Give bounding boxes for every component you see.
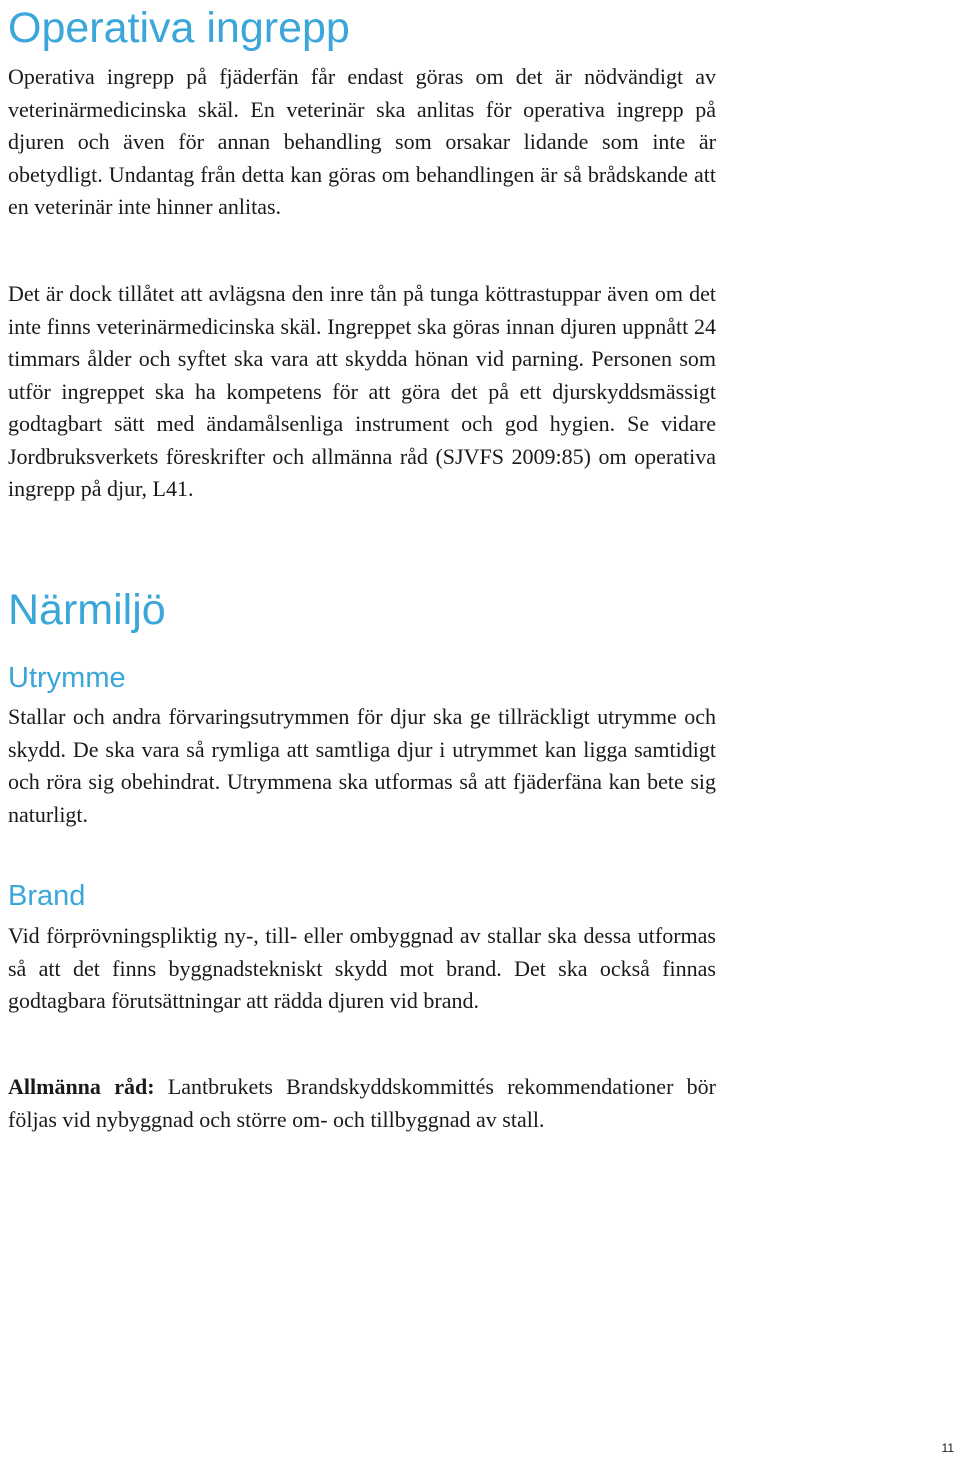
page-number: 11: [941, 1441, 954, 1455]
general-advice-text: Lantbrukets Brandskyddskommittés rekommendationer bör följas vid nybyggnad och större om- och tillbyggnad av stall.: [8, 1074, 716, 1132]
page-title: Operativa ingrepp: [8, 4, 350, 52]
general-advice-paragraph: [8, 1071, 716, 1136]
operativa-paragraph-2: Det är dock tillåtet att avlägsna den inre tån på tunga köttrastuppar även om det inte finns veterinärmedicinska skäl. Ingreppet ska göras innan djuren uppnått 24 timmars ålder och syftet ska vara att skydda hönan vid parning. Personen som utför ingreppet ska ha kompetens för att göra det på ett djurskyddsmässigt godtagbart sätt med ändamålsenliga instrument och god hygien. Se vidare Jordbruksverkets föreskrifter och allmänna råd (SJVFS 2009:85) om operativa ingrepp på djur, L41.: [8, 281, 716, 501]
subheading-utrymme: Utrymme: [8, 662, 126, 694]
general-advice-label: Allmänna råd:: [8, 1074, 155, 1099]
brand-paragraph: Vid förprövningspliktig ny-, till- eller ombyggnad av stallar ska dessa utformas så att det finns byggnadstekniskt skydd mot brand. Det ska också finnas godtagbara förutsättningar att rädda djuren vid brand.: [8, 923, 716, 1013]
section-title-narmiljo: Närmiljö: [8, 586, 166, 634]
utrymme-paragraph: Stallar och andra förvaringsutrymmen för djur ska ge tillräckligt utrymme och skydd. De ska vara så rymliga att samtliga djur i utrymmet kan ligga samtidigt och röra sig obehindrat. Utrymmena ska utformas så att fjäderfäna kan bete sig naturligt.: [8, 704, 716, 827]
operativa-paragraph-1: Operativa ingrepp på fjäderfän får endast göras om det är nödvändigt av veterinärmedicinska skäl. En veterinär ska anlitas för operativa ingrepp på djuren och även för annan behandling som orsakar lidande som inte är obetydligt. Undantag från detta kan göras om behandlingen är så brådskande att en veterinär inte hinner anlitas.: [8, 64, 716, 219]
subheading-brand: Brand: [8, 880, 86, 912]
